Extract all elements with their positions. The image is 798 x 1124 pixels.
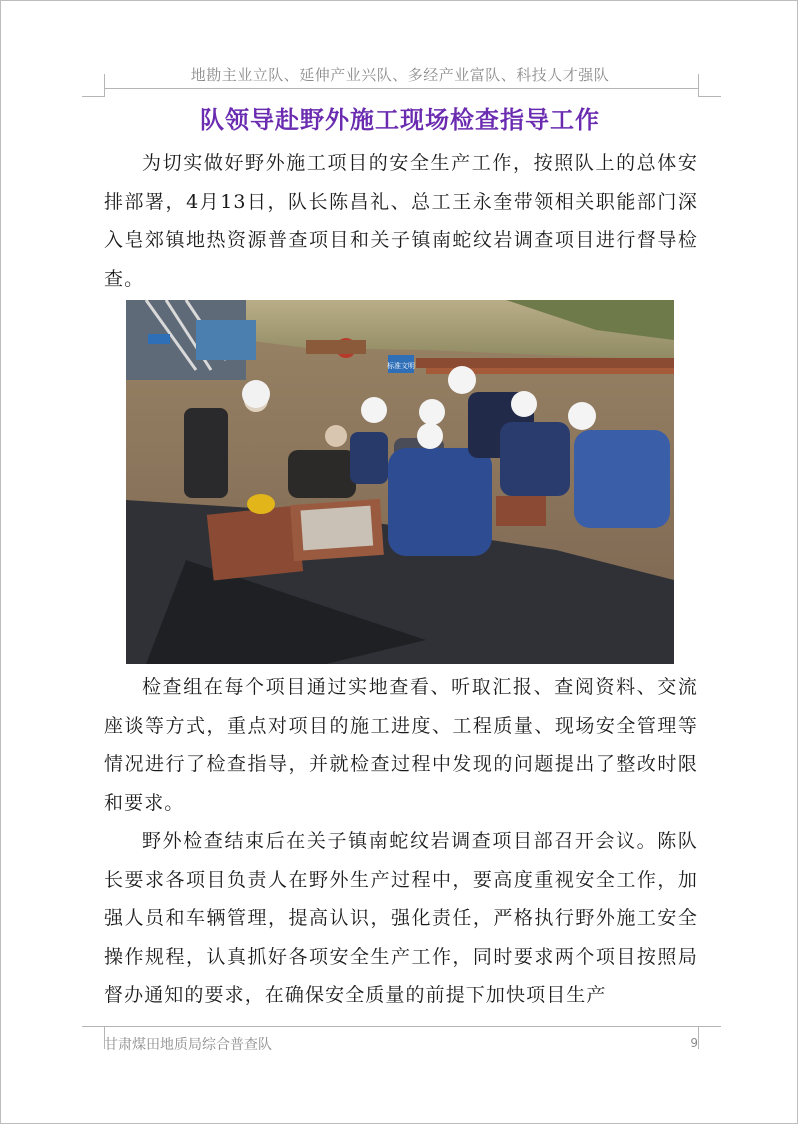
crop-mark-bottom-left — [82, 1026, 105, 1049]
site-inspection-photo — [126, 300, 674, 664]
crop-mark-top-left — [82, 74, 105, 97]
header-rule — [104, 88, 698, 89]
crop-mark-bottom-right — [698, 1026, 721, 1049]
paragraph-intro: 为切实做好野外施工项目的安全生产工作，按照队上的总体安排部署，4月13日，队长陈昌礼、总工王永奎带领相关职能部门深入皂郊镇地热资源普查项目和关子镇南蛇纹岩调查项目进行督导检查。 — [104, 152, 698, 290]
page-number: 9 — [690, 1036, 698, 1050]
article-title: 队领导赴野外施工现场检查指导工作 — [200, 106, 600, 134]
footer-rule — [104, 1026, 698, 1027]
photo-sign-text: 标准文明 — [387, 362, 415, 370]
paragraph-meeting: 野外检查结束后在关子镇南蛇纹岩调查项目部召开会议。陈队长要求各项目负责人在野外生产过程中，要高度重视安全工作，加强人员和车辆管理，提高认识，强化责任，严格执行野外施工安全操作规程，认真抓好各项安全生产工作，同时要求两个项目按照局督办通知的要求，在确保安全质量的前提下加快项目生产 — [104, 830, 698, 1006]
paragraph-inspection: 检查组在每个项目通过实地查看、听取汇报、查阅资料、交流座谈等方式，重点对项目的施工进度、工程质量、现场安全管理等情况进行了检查指导，并就检查过程中发现的问题提出了整改时限和要求。 — [104, 676, 698, 814]
header-slogan: 地勘主业立队、延伸产业兴队、多经产业富队、科技人才强队 — [190, 66, 610, 84]
footer-organization: 甘肃煤田地质局综合普查队 — [104, 1037, 272, 1053]
crop-mark-top-right — [698, 74, 721, 97]
